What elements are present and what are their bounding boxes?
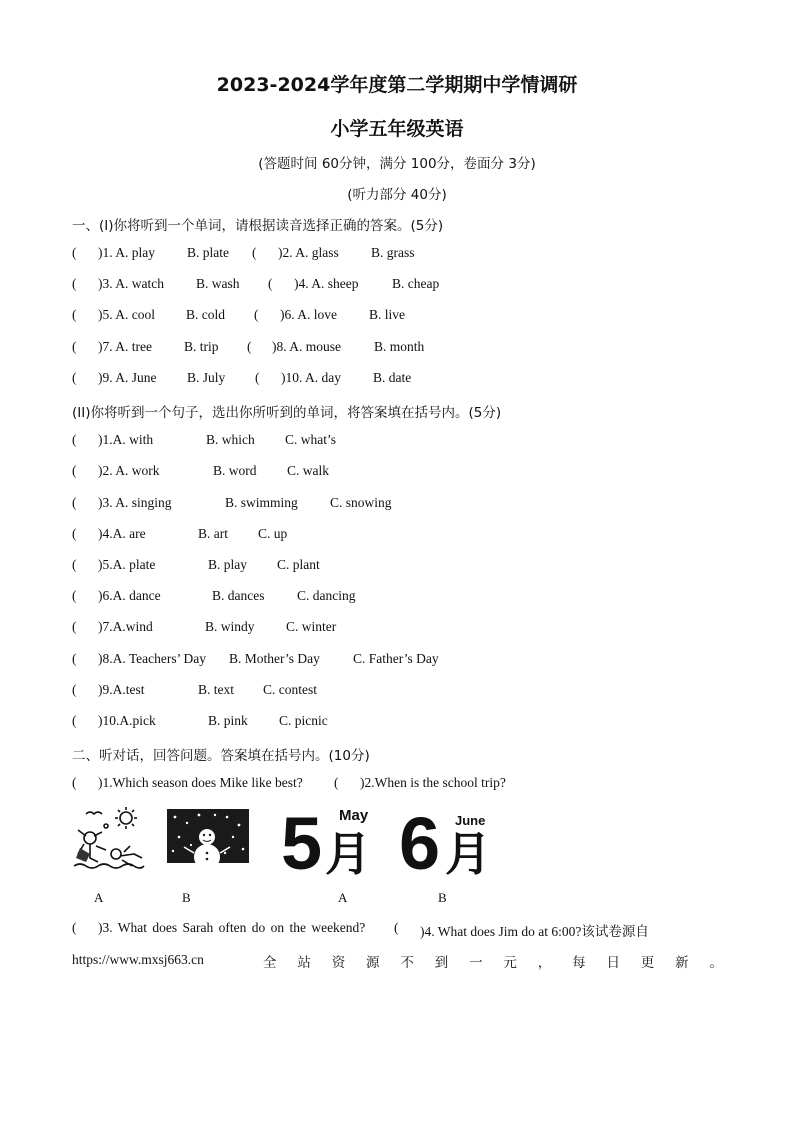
option-b: B. windy (205, 619, 255, 634)
section1-part1-heading: 一、(I)你将听到一个单词，请根据读音选择正确的答案。(5分) (72, 218, 444, 234)
option-b: B. word (213, 463, 257, 478)
winter-snowman-icon (167, 809, 249, 873)
answer-paren[interactable]: ( (252, 245, 257, 260)
answer-paren[interactable]: ( (72, 713, 77, 728)
option-b: B. grass (371, 245, 415, 260)
answer-paren[interactable]: ( (255, 370, 260, 385)
answer-paren[interactable]: ( (72, 651, 77, 666)
notice-char: 。 (709, 955, 723, 971)
answer-paren[interactable]: ( (268, 276, 273, 291)
question-1: )1.Which season does Mike like best? (98, 775, 303, 790)
option-a: )1. A. play (98, 245, 155, 260)
image-caption: B (182, 890, 191, 905)
page-subtitle: 小学五年级英语 (330, 118, 464, 140)
image-caption: A (338, 890, 348, 905)
option-a: )3. A. singing (98, 495, 172, 510)
option-a: )8.A. Teachers’ Day (98, 651, 207, 666)
option-b: B. July (187, 370, 226, 385)
option-b: B. plate (187, 245, 229, 260)
option-c: C. up (258, 526, 288, 541)
notice-char: 日 (606, 955, 620, 971)
notice-char: 到 (434, 955, 449, 971)
option-a: )5.A. plate (98, 557, 156, 572)
notice-char: 不 (400, 955, 414, 971)
option-b: B. art (198, 526, 228, 541)
month-hanzi: 月 (325, 827, 371, 881)
question-2: )2.When is the school trip? (360, 775, 506, 790)
option-b: B. Mother’s Day (229, 651, 320, 666)
option-a: )10. A. day (281, 370, 341, 385)
option-b: B. pink (208, 713, 248, 728)
answer-paren[interactable]: ( (72, 307, 77, 322)
image-caption: A (94, 890, 104, 905)
option-c: C. picnic (279, 713, 328, 728)
option-a: )7.A.wind (98, 619, 153, 634)
answer-paren[interactable]: ( (72, 276, 77, 291)
date-digit: 6 (399, 802, 439, 885)
page-title: 2023-2024学年度第二学期期中学情调研 (216, 74, 578, 96)
source-url[interactable]: https://www.mxsj663.cn (72, 952, 204, 967)
notice-char: 资 (331, 955, 346, 971)
option-a: )4.A. are (98, 526, 146, 541)
month-label: May (339, 807, 369, 824)
answer-paren[interactable]: ( (254, 307, 259, 322)
option-b: B. dances (212, 588, 265, 603)
answer-paren[interactable]: ( (72, 775, 77, 790)
question-3: )3. What does Sarah often do on the weekend? (98, 920, 366, 935)
answer-paren[interactable]: ( (72, 463, 77, 478)
notice-char: 元 (503, 955, 517, 971)
answer-paren[interactable]: ( (72, 526, 77, 541)
answer-paren[interactable]: ( (72, 588, 77, 603)
option-c: C. Father’s Day (353, 651, 439, 666)
option-b: B. live (369, 307, 405, 322)
time-note: (答题时间 60分钟，满分 100分，卷面分 3分) (258, 156, 536, 172)
option-a: )9. A. June (98, 370, 157, 385)
option-b: B. cheap (392, 276, 440, 291)
option-c: C. contest (263, 682, 317, 697)
answer-paren[interactable]: ( (72, 495, 77, 510)
image-caption: B (438, 890, 447, 905)
answer-paren[interactable]: ( (72, 682, 77, 697)
option-a: )10.A.pick (98, 713, 156, 728)
option-b: B. date (373, 370, 412, 385)
option-b: B. wash (196, 276, 240, 291)
option-a: )7. A. tree (98, 339, 152, 354)
section1-part2-heading: (II)你将听到一个句子，选出你所听到的单词，将答案填在括号内。(5分) (72, 405, 502, 421)
answer-paren[interactable]: ( (247, 339, 252, 354)
option-a: )2. A. work (98, 463, 160, 478)
summer-kids-icon (72, 806, 146, 872)
answer-paren[interactable]: ( (334, 775, 339, 790)
may-5-date-icon (281, 802, 377, 885)
notice-char: 源 (366, 955, 380, 971)
source-notice (263, 951, 723, 971)
month-label: June (455, 813, 486, 828)
option-b: B. text (198, 682, 234, 697)
notice-char: 站 (297, 955, 311, 971)
option-c: C. snowing (330, 495, 392, 510)
answer-paren[interactable]: ( (72, 339, 77, 354)
answer-paren[interactable]: ( (72, 557, 77, 572)
answer-paren[interactable]: ( (72, 432, 77, 447)
notice-char: 新 (675, 955, 689, 971)
notice-char: 每 (572, 955, 586, 971)
option-b: B. play (208, 557, 247, 572)
option-b: B. swimming (225, 495, 298, 510)
option-a: )6. A. love (280, 307, 337, 322)
option-a: )3. A. watch (98, 276, 164, 291)
notice-char: 全 (263, 955, 277, 971)
option-b: B. trip (184, 339, 219, 354)
listening-note: (听力部分 40分) (347, 187, 447, 203)
option-a: )2. A. glass (278, 245, 339, 260)
notice-char: 更 (640, 955, 655, 971)
answer-paren[interactable]: ( (394, 920, 399, 935)
answer-paren[interactable]: ( (72, 370, 77, 385)
option-b: B. which (206, 432, 255, 447)
option-c: C. plant (277, 557, 320, 572)
section2-heading: 二、听对话，回答问题。答案填在括号内。(10分) (72, 748, 370, 764)
notice-char: 一 (469, 955, 483, 971)
option-a: )4. A. sheep (294, 276, 359, 291)
question-4: )4. What does Jim do at 6:00?该试卷源自 (420, 924, 649, 939)
option-a: )6.A. dance (98, 588, 161, 603)
answer-paren[interactable]: ( (72, 920, 77, 935)
option-c: C. dancing (297, 588, 356, 603)
option-c: C. walk (287, 463, 329, 478)
option-b: B. month (374, 339, 425, 354)
answer-paren[interactable]: ( (72, 619, 77, 634)
option-b: B. cold (186, 307, 225, 322)
option-a: )5. A. cool (98, 307, 155, 322)
month-hanzi: 月 (445, 827, 491, 881)
answer-paren[interactable]: ( (72, 245, 77, 260)
option-c: C. what’s (285, 432, 337, 447)
june-6-date-icon (399, 802, 499, 885)
option-a: )1.A. with (98, 432, 154, 447)
option-c: C. winter (286, 619, 337, 634)
option-a: )9.A.test (98, 682, 145, 697)
option-a: )8. A. mouse (272, 339, 341, 354)
date-digit: 5 (281, 802, 321, 885)
notice-char: ， (537, 955, 552, 971)
